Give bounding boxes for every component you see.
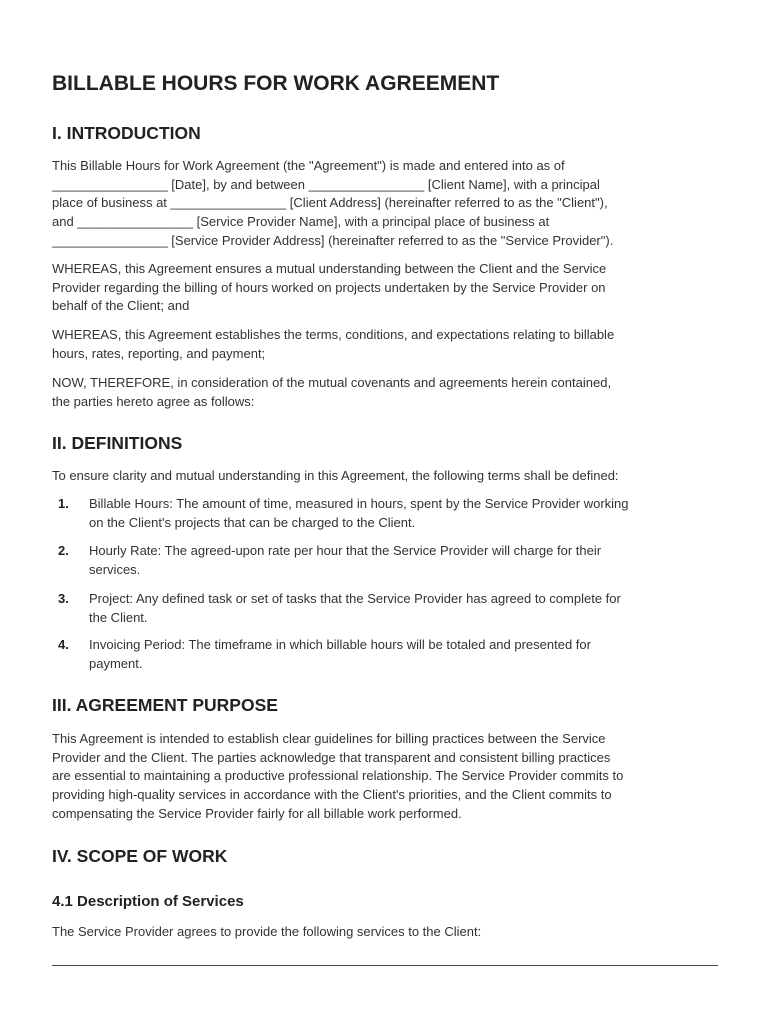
intro-whereas-paragraph-1 — [52, 260, 720, 316]
paragraph-line: behalf of the Client; and — [52, 298, 190, 314]
section-heading-introduction: I. INTRODUCTION — [52, 123, 201, 143]
paragraph-line: Project: Any defined task or set of tasks that the Service Provider has agreed to complete for — [89, 591, 621, 606]
paragraph-line: the Client. — [89, 609, 148, 625]
paragraph-line: Billable Hours: The amount of time, measured in hours, spent by the Service Provider working — [89, 496, 629, 511]
paragraph-line: ________________ [Service Provider Address] (hereinafter referred to as the "Service Provider"). — [52, 232, 614, 248]
intro-whereas-paragraph-2 — [52, 326, 720, 363]
definition-text — [89, 590, 621, 627]
section-heading-definitions: II. DEFINITIONS — [52, 433, 183, 453]
paragraph-line: To ensure clarity and mutual understanding in this Agreement, the following terms shall be defined: — [52, 468, 619, 483]
intro-opening-paragraph — [52, 157, 720, 251]
definition-text — [89, 542, 601, 579]
paragraph-line: the parties hereto agree as follows: — [52, 393, 255, 409]
fill-in-blank-line — [52, 965, 718, 966]
paragraph-line: hours, rates, reporting, and payment; — [52, 345, 266, 361]
paragraph-line: providing high-quality services in accordance with the Client's priorities, and the Client commits to — [52, 787, 612, 803]
paragraph-line: NOW, THEREFORE, in consideration of the mutual covenants and agreements herein contained, — [52, 375, 612, 390]
paragraph-line: This Agreement is intended to establish clear guidelines for billing practices between the Service — [52, 731, 606, 746]
section-heading-agreement-purpose: III. AGREEMENT PURPOSE — [52, 695, 278, 715]
paragraph-line: place of business at ________________ [Client Address] (hereinafter referred to as the "Client"), — [52, 195, 608, 211]
paragraph-line: WHEREAS, this Agreement ensures a mutual understanding between the Client and the Service — [52, 261, 607, 276]
paragraph-line: services. — [89, 561, 141, 577]
paragraph-line: and ________________ [Service Provider Name], with a principal place of business at — [52, 214, 550, 230]
subsection-heading-description-of-services: 4.1 Description of Services — [52, 893, 244, 910]
document-title: BILLABLE HOURS FOR WORK AGREEMENT — [52, 72, 500, 95]
paragraph-line: are essential to maintaining a productive professional relationship. The Service Provider commits to — [52, 768, 624, 784]
list-number: 1. — [58, 496, 69, 511]
list-number: 3. — [58, 591, 69, 606]
definition-text — [89, 495, 629, 532]
list-number: 4. — [58, 637, 69, 652]
paragraph-line: Provider and the Client. The parties acknowledge that transparent and consistent billing practices — [52, 749, 611, 765]
paragraph-line: Hourly Rate: The agreed-upon rate per hour that the Service Provider will charge for their — [89, 543, 602, 558]
agreement-purpose-paragraph — [52, 730, 720, 824]
list-number: 2. — [58, 543, 69, 558]
paragraph-line: payment. — [89, 655, 143, 671]
paragraph-line: on the Client's projects that can be charged to the Client. — [89, 514, 416, 530]
paragraph-line: ________________ [Date], by and between ________________ [Client Name], with a principal — [52, 176, 600, 192]
paragraph-line: Invoicing Period: The timeframe in which billable hours will be totaled and presented for — [89, 637, 591, 652]
definition-text — [89, 636, 591, 673]
definitions-intro — [52, 467, 720, 486]
paragraph-line: Provider regarding the billing of hours worked on projects undertaken by the Service Provider on — [52, 279, 606, 295]
paragraph-line: This Billable Hours for Work Agreement (the "Agreement") is made and entered into as of — [52, 158, 565, 173]
intro-now-therefore-paragraph — [52, 374, 720, 411]
paragraph-line: compensating the Service Provider fairly for all billable work performed. — [52, 805, 462, 821]
section-heading-scope-of-work: IV. SCOPE OF WORK — [52, 846, 228, 866]
paragraph-line: WHEREAS, this Agreement establishes the terms, conditions, and expectations relating to billable — [52, 327, 615, 342]
services-intro — [52, 923, 720, 942]
paragraph-line: The Service Provider agrees to provide the following services to the Client: — [52, 924, 482, 939]
